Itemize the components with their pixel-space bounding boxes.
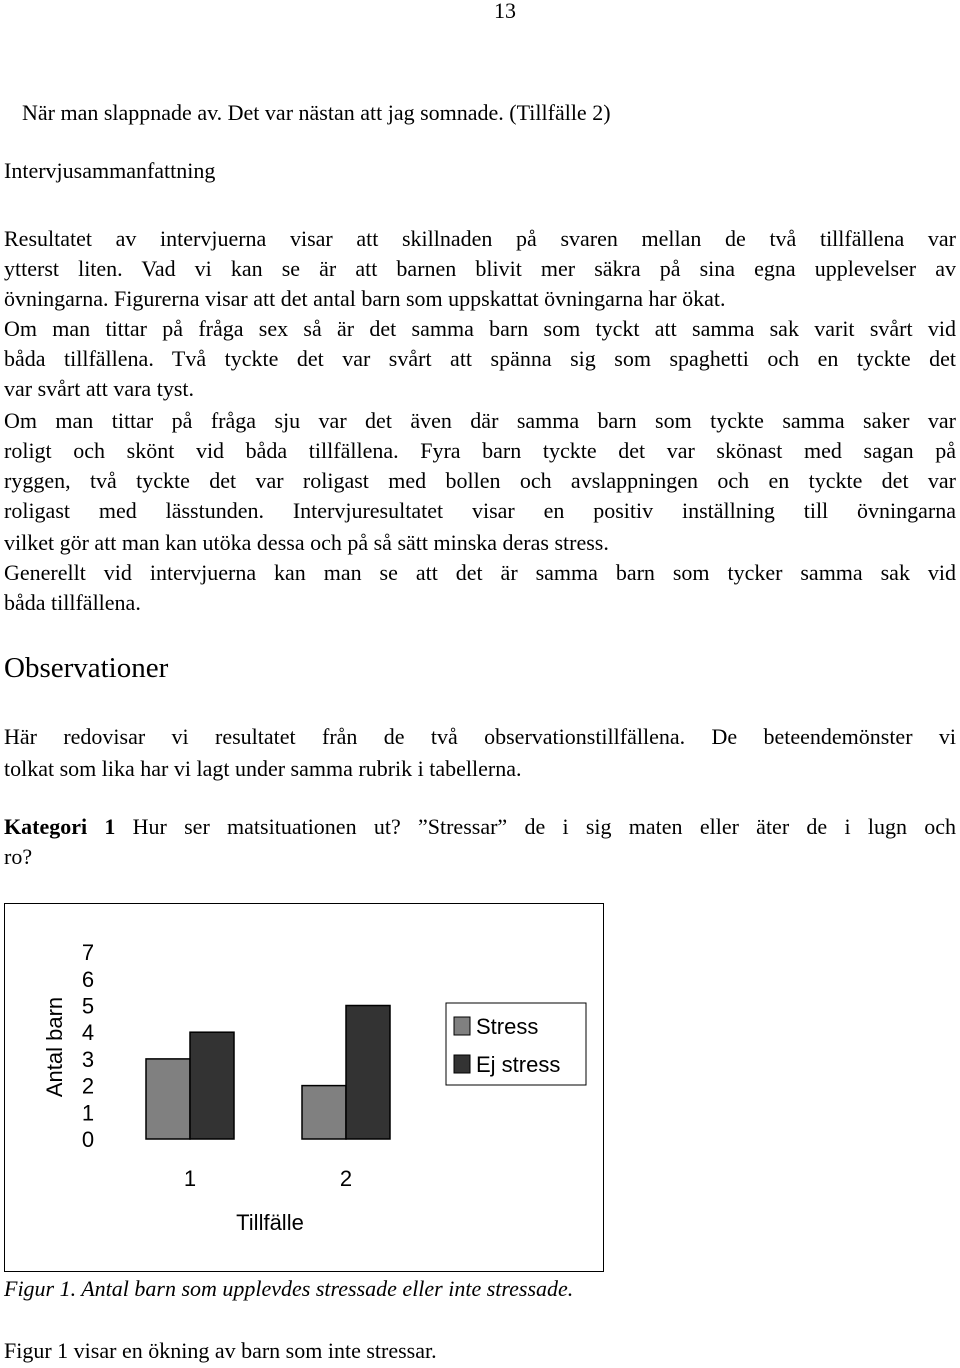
text-line: ryggen, två tyckte det var roligast med bollen och avslappningen och en tyckte det var (4, 468, 956, 493)
y-tick-label: 6 (81, 966, 95, 992)
text-line: Resultatet av intervjuerna visar att skillnaden på svaren mellan de två tillfällena var (4, 226, 956, 251)
bar-ej-stress-1 (190, 1032, 234, 1139)
x-axis-label: Tillfälle (236, 1210, 304, 1235)
section-heading-interview: Intervjusammanfattning (4, 158, 216, 183)
y-tick-label: 2 (81, 1073, 95, 1099)
figure-caption: Figur 1. Antal barn som upplevdes stressade eller inte stressade. (4, 1276, 574, 1301)
y-tick-label: 7 (81, 940, 95, 966)
y-tick-label: 0 (81, 1127, 95, 1152)
bar-stress-2 (302, 1086, 346, 1139)
text-line: var svårt att vara tyst. (4, 376, 194, 401)
bar-stress-1 (146, 1059, 190, 1139)
category-heading (4, 812, 956, 842)
legend-label: Stress (476, 1014, 539, 1039)
text-line: båda tillfällena. Två tyckte det var svårt att spänna sig som spaghetti och en tyckte det (4, 346, 956, 371)
legend-swatch (454, 1055, 470, 1073)
y-tick-label: 4 (81, 1020, 95, 1046)
category-question-cont: ro? (4, 844, 33, 869)
text-line: ytterst liten. Vad vi kan se är att barnen blivit mer säkra på sina egna upplevelser av (4, 256, 956, 281)
page-number: 13 (494, 0, 516, 23)
category-label: Kategori 1 (4, 814, 116, 839)
text-line: vilket gör att man kan utöka dessa och på så sätt minska deras stress. (4, 530, 609, 555)
y-tick-labels (82, 940, 94, 1152)
quote-text: När man slappnade av. Det var nästan att jag somnade. (Tillfälle 2) (22, 100, 611, 125)
text-line: Om man tittar på fråga sex så är det samma barn som tyckt att samma sak varit svårt vid (4, 316, 956, 341)
text-line: roligast med lässtunden. Intervjuresultatet visar en positiv inställning till övningarna (4, 498, 956, 523)
y-tick-label: 3 (81, 1046, 95, 1072)
legend (446, 1003, 586, 1085)
y-tick-label: 1 (81, 1100, 95, 1126)
section-heading-observations: Observationer (4, 652, 169, 684)
y-axis-label: Antal barn (42, 996, 67, 1098)
text-line: tolkat som lika har vi lagt under samma rubrik i tabellerna. (4, 756, 522, 781)
text-line: roligt och skönt vid båda tillfällena. Fyra barn tyckte det var skönast med sagan på (4, 438, 956, 463)
bar-ej-stress-2 (346, 1006, 390, 1140)
category-question: Hur ser matsituationen ut? ”Stressar” de i sig maten eller äter de i lugn och (115, 814, 956, 839)
bar-chart (4, 903, 604, 1273)
y-tick-label: 5 (81, 993, 95, 1019)
legend-label: Ej stress (476, 1052, 561, 1077)
x-tick-label: 2 (339, 1166, 353, 1191)
text-line: Om man tittar på fråga sju var det även där samma barn som tyckte samma saker var (4, 408, 956, 433)
text-line: övningarna. Figurerna visar att det antal barn som uppskattat övningarna har ökat. (4, 286, 726, 311)
text-line: Här redovisar vi resultatet från de två observationstillfällena. De beteendemönster vi (4, 724, 956, 749)
text-line: båda tillfällena. (4, 590, 141, 615)
closing-text: Figur 1 visar en ökning av barn som inte stressar. (4, 1338, 437, 1363)
legend-swatch (454, 1017, 470, 1035)
text-line: Generellt vid intervjuerna kan man se att det är samma barn som tycker samma sak vid (4, 560, 956, 585)
x-tick-label: 1 (183, 1166, 197, 1191)
